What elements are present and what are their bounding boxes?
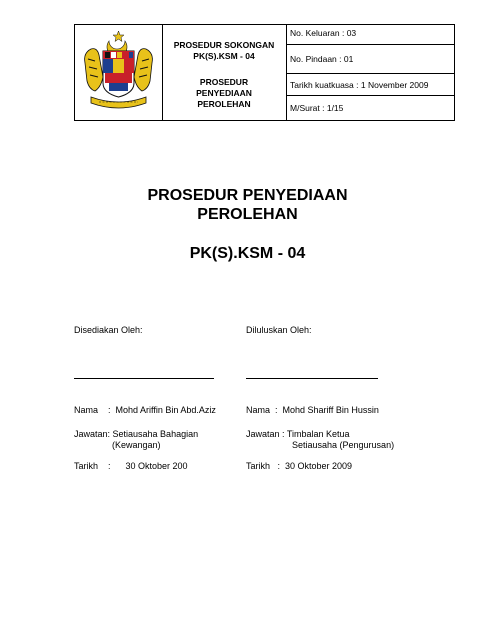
approved-by-position-line2: Setiausaha (Pengurusan) — [292, 440, 395, 450]
amendment-number: No. Pindaan : 01 — [286, 45, 454, 74]
prepared-by-date: Tarikh : 30 Oktober 200 — [74, 461, 188, 471]
main-title-line2: PEROLEHAN — [197, 206, 298, 223]
prepared-by-position-line2: (Kewangan) — [112, 440, 161, 450]
procedure-title-line3: PEROLEHAN — [197, 99, 251, 109]
procedure-title-cell — [162, 25, 287, 120]
support-procedure-label: PROSEDUR SOKONGAN — [173, 40, 275, 50]
approved-by-position-line1: Jawatan : Timbalan Ketua — [246, 429, 350, 439]
prepared-by-signature-line — [74, 378, 214, 379]
page-number: M/Surat : 1/15 — [290, 103, 344, 113]
malaysia-coat-of-arms-logo — [75, 25, 162, 120]
prepared-by-heading: Disediakan Oleh: — [74, 325, 143, 335]
prepared-by-name: Nama : Mohd Ariffin Bin Abd.Aziz — [74, 405, 216, 415]
issue-number: No. Keluaran : 03 — [286, 25, 454, 45]
approved-by-date: Tarikh : 30 Oktober 2009 — [246, 461, 353, 471]
document-header-table — [74, 24, 455, 121]
main-title-line1: PROSEDUR PENYEDIAAN — [147, 187, 348, 204]
approved-by-name: Nama : Mohd Shariff Bin Hussin — [246, 405, 379, 415]
effective-date: Tarikh kuatkuasa : 1 November 2009 — [286, 74, 454, 96]
procedure-title-line1: PROSEDUR — [199, 77, 249, 87]
procedure-code-label: PK(S).KSM - 04 — [193, 51, 255, 61]
logo-cell — [75, 25, 163, 120]
document-info-cell — [286, 25, 454, 120]
prepared-by-position-line1: Jawatan: Setiausaha Bahagian — [74, 429, 199, 439]
main-procedure-code: PK(S).KSM - 04 — [189, 245, 306, 262]
procedure-title-line2: PENYEDIAAN — [196, 88, 252, 98]
approved-by-heading: Diluluskan Oleh: — [246, 325, 312, 335]
approved-by-signature-line — [246, 378, 378, 379]
